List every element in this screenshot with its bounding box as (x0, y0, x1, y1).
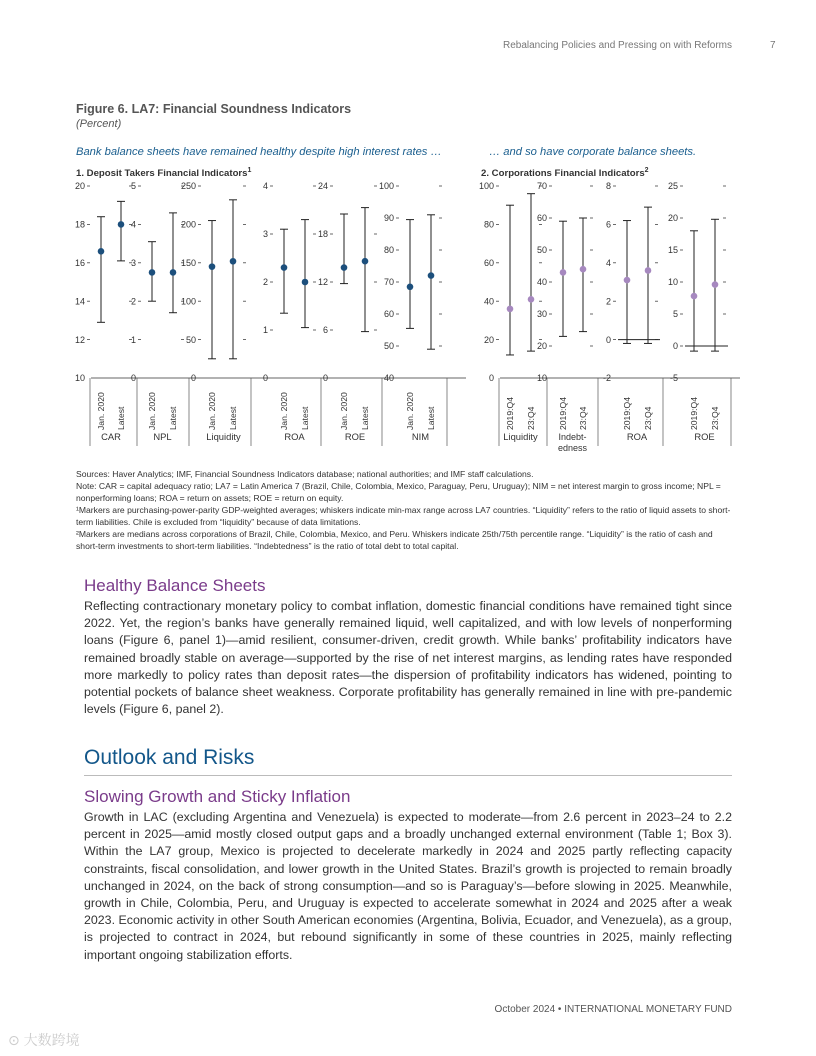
marker-nim-2 (428, 272, 435, 279)
axis-tick-label: 3 (262, 229, 268, 240)
axis-tick-label: 100 (180, 296, 196, 307)
financial-soundness-chart (0, 0, 816, 470)
axis-tick-label: 150 (180, 258, 196, 268)
running-title: Rebalancing Policies and Pressing on with Reforms (502, 40, 732, 51)
marker-liquidity-1 (507, 306, 514, 313)
period-label: Jan. 2020 (207, 392, 217, 430)
marker-roa-1 (624, 277, 631, 284)
axis-tick-label: 30 (536, 309, 547, 320)
marker-liquidity-1 (209, 263, 216, 270)
panel2-footnote-mark: 2 (644, 167, 649, 174)
axis-min-label: 10 (536, 373, 547, 383)
axis-tick-label: 0 (605, 334, 611, 345)
axis-tick-label: 70 (536, 181, 547, 192)
sources-note: Sources: Haver Analytics; IMF, Financial Soundness Indicators database; national authorities; and IMF staff calculations. (76, 469, 534, 479)
axis-min-label: 0 (322, 373, 328, 383)
group-label: Liquidity (206, 431, 241, 442)
marker-car-1 (98, 248, 105, 255)
axis-tick-label: 250 (180, 181, 196, 192)
period-label: Jan. 2020 (405, 392, 415, 430)
axis-tick-label: 8 (605, 181, 611, 192)
period-label: 23:Q4 (526, 406, 536, 430)
period-label: 2019:Q4 (689, 397, 699, 430)
watermark-logo: ⊙ 大数跨境 (8, 1032, 80, 1048)
axis-min-label: -2 (602, 373, 611, 383)
axis-tick-label: 3 (130, 258, 136, 268)
marker-roe-1 (341, 264, 348, 271)
marker-npl-2 (170, 269, 177, 276)
marker-roe-2 (362, 258, 369, 265)
panel2-title-text: 2. Corporations Financial Indicators (481, 168, 645, 180)
axis-tick-label: 50 (383, 341, 394, 352)
axis-tick-label: 20 (536, 341, 547, 352)
axis-tick-label: 100 (378, 181, 394, 192)
period-label: Latest (116, 406, 126, 430)
period-label: 23:Q4 (643, 406, 653, 430)
axis-tick-label: 40 (483, 296, 494, 307)
group-label: NIM (411, 431, 430, 442)
marker-indebtedness-2 (580, 266, 587, 273)
axis-tick-label: 18 (317, 229, 328, 240)
page-footer: October 2024 • INTERNATIONAL MONETARY FUND (494, 1004, 732, 1015)
section-rule (84, 775, 732, 776)
group-label: ROE (344, 431, 366, 442)
axis-tick-label: 6 (605, 219, 611, 230)
axis-tick-label: 1 (262, 325, 268, 336)
outlook-and-risks-heading: Outlook and Risks (84, 746, 255, 769)
axis-min-label: -5 (669, 373, 678, 383)
period-label: 23:Q4 (710, 406, 720, 430)
period-label: 2019:Q4 (558, 397, 568, 430)
marker-roe-1 (691, 293, 698, 300)
period-label: Latest (168, 406, 178, 430)
axis-tick-label: 40 (536, 277, 547, 288)
period-label: Latest (300, 406, 310, 430)
axis-tick-label: 4 (130, 219, 136, 230)
marker-roa-2 (645, 267, 652, 274)
group-label: ROA (284, 431, 305, 442)
marker-npl-1 (149, 269, 156, 276)
axis-min-label: 0 (488, 373, 494, 383)
axis-tick-label: 60 (383, 309, 394, 320)
marker-roa-1 (281, 264, 288, 271)
group-label: ROE (694, 431, 715, 442)
axis-tick-label: 5 (672, 309, 678, 320)
axis-tick-label: 2 (130, 296, 136, 307)
marker-nim-1 (407, 284, 414, 291)
marker-liquidity-2 (528, 296, 535, 303)
period-label: Jan. 2020 (147, 392, 157, 430)
axis-tick-label: 50 (185, 334, 196, 345)
axis-tick-label: 100 (478, 181, 494, 192)
footnote-1: ¹Markers are purchasing-power-parity GDP-weighted averages; whiskers indicate min-max range across LA7 countries. “Liquidity” refers to the ratio of liquid assets to short-term liabilities. Chile is excluded from “liquidity” because of data limitations. (76, 505, 731, 527)
marker-roe-2 (712, 281, 719, 288)
axis-tick-label: 10 (667, 277, 678, 288)
marker-car-2 (118, 221, 125, 228)
axis-tick-label: 18 (74, 219, 85, 230)
axis-tick-label: 25 (667, 181, 678, 192)
period-label: Latest (426, 406, 436, 430)
figure-caption-left: Bank balance sheets have remained healthy despite high interest rates … (76, 146, 442, 158)
axis-min-label: 40 (383, 373, 394, 383)
axis-tick-label: 60 (483, 258, 494, 268)
watermark-text: 大数跨境 (23, 1032, 80, 1048)
axis-tick-label: 16 (74, 258, 85, 268)
group-label: ROA (626, 431, 648, 442)
axis-tick-label: 50 (536, 245, 547, 256)
axis-tick-label: 6 (322, 325, 328, 336)
axis-tick-label: 20 (483, 334, 494, 345)
axis-tick-label: 200 (180, 219, 196, 230)
marker-indebtedness-1 (560, 269, 567, 276)
axis-min-label: 10 (74, 373, 85, 383)
axis-tick-label: 0 (672, 341, 678, 352)
figure-notes (76, 468, 736, 552)
figure-caption-right: … and so have corporate balance sheets. (489, 146, 697, 158)
page-number: 7 (770, 40, 776, 51)
period-label: Jan. 2020 (339, 392, 349, 430)
panel1-footnote-mark: 1 (247, 167, 252, 174)
group-label: edness (557, 443, 588, 453)
marker-roa-2 (302, 279, 309, 286)
figure-subtitle: (Percent) (76, 118, 122, 130)
healthy-balance-sheets-text: Reflecting contractionary monetary policy to combat inflation, domestic financial conditions have remained tight since 2022. Yet, the region’s banks have generally remained liquid, well capitalized, and with low levels of nonperforming loans (Figure 6, panel 1)—amid resilient, consumer-driven, credit growth. While banks’ profitability indicators have remained broadly stable on average—supported by the rise of net interest margins, as lending rates have responded more markedly to policy rates than deposit rates—the dispersion of profitability indicators has widened, pointing to potential pockets of balance sheet weakness. Corporate profitability has generally remained in line with pre-pandemic levels (Figure 6, panel 2). (84, 599, 732, 717)
axis-tick-label: 20 (667, 213, 678, 224)
figure-title: Figure 6. LA7: Financial Soundness Indicators (76, 102, 352, 116)
group-label: NPL (153, 431, 172, 442)
marker-liquidity-2 (230, 258, 237, 265)
period-label: 2019:Q4 (505, 397, 515, 430)
axis-tick-label: 14 (74, 296, 85, 307)
axis-tick-label: 4 (605, 258, 611, 268)
period-label: Jan. 2020 (96, 392, 106, 430)
footnote-2: ²Markers are medians across corporations of Brazil, Chile, Colombia, Mexico, and Peru. Whiskers indicate 25th/75th percentile range. “Liquidity” is the ratio of cash and short-term investments to short-term liabilities. “Indebtedness” is the ratio of total debt to total capital. (76, 529, 713, 551)
slowing-growth-heading: Slowing Growth and Sticky Inflation (84, 787, 351, 806)
period-label: 2019:Q4 (622, 397, 632, 430)
period-label: Latest (228, 406, 238, 430)
slowing-growth-text: Growth in LAC (excluding Argentina and Venezuela) is expected to moderate—from 2.6 percent in 2023–24 to 2.2 percent in 2025—amid mostly closed output gaps and a broadly unchanged external environment (Table 1; Box 3). Within the LA7 group, Mexico is projected to decelerate markedly in 2024 and 2025 partly reflecting capacity constraints, fiscal consolidation, and lower growth in the United States. Brazil’s growth is projected to remain broadly unchanged in 2024, on the back of strong consumption—and so is Paraguay’s—before slowing in 2025. Meanwhile, growth in Chile, Colombia, Peru, and Uruguay is expected to accelerate somewhat in 2024 and 2025 after a weak 2023. Economic activity in other South American economies (Argentina, Bolivia, Ecuador, and Venezuela), as a group, is projected to contract in 2024, but rebound significantly in some of these countries in 2025, mainly reflecting important ongoing stabilization efforts. (84, 810, 732, 962)
axis-tick-label: 12 (74, 334, 85, 345)
axis-tick-label: 60 (536, 213, 547, 224)
axis-tick-label: 70 (383, 277, 394, 288)
period-label: 23:Q4 (578, 406, 588, 430)
axis-tick-label: 80 (483, 219, 494, 230)
axis-tick-label: 90 (383, 213, 394, 224)
axis-min-label: 0 (130, 373, 136, 383)
period-label: Latest (360, 406, 370, 430)
abbreviations-note: Note: CAR = capital adequacy ratio; LA7 = Latin America 7 (Brazil, Chile, Colombia, Mexico, Paraguay, Peru, Uruguay); NIM = net interest margin to gross income; NPL = nonperforming loans; ROA = return on assets; ROE = return on equity. (76, 481, 721, 503)
axis-min-label: 0 (262, 373, 268, 383)
group-label: Indebt- (558, 432, 587, 442)
panel1-title-text: 1. Deposit Takers Financial Indicators (76, 168, 248, 180)
axis-tick-label: 20 (74, 181, 85, 192)
axis-tick-label: 12 (317, 277, 328, 288)
axis-tick-label: 2 (262, 277, 268, 288)
axis-tick-label: 1 (130, 334, 136, 345)
group-label: CAR (101, 431, 121, 442)
axis-tick-label: 80 (383, 245, 394, 256)
period-label: Jan. 2020 (279, 392, 289, 430)
axis-tick-label: 4 (262, 181, 268, 192)
axis-tick-label: 24 (317, 181, 328, 192)
axis-tick-label: 2 (605, 296, 611, 307)
group-label: Liquidity (503, 431, 538, 442)
axis-tick-label: 15 (667, 245, 678, 256)
healthy-balance-sheets-heading: Healthy Balance Sheets (84, 576, 266, 595)
axis-tick-label: 5 (130, 181, 136, 192)
axis-min-label: 0 (190, 373, 196, 383)
